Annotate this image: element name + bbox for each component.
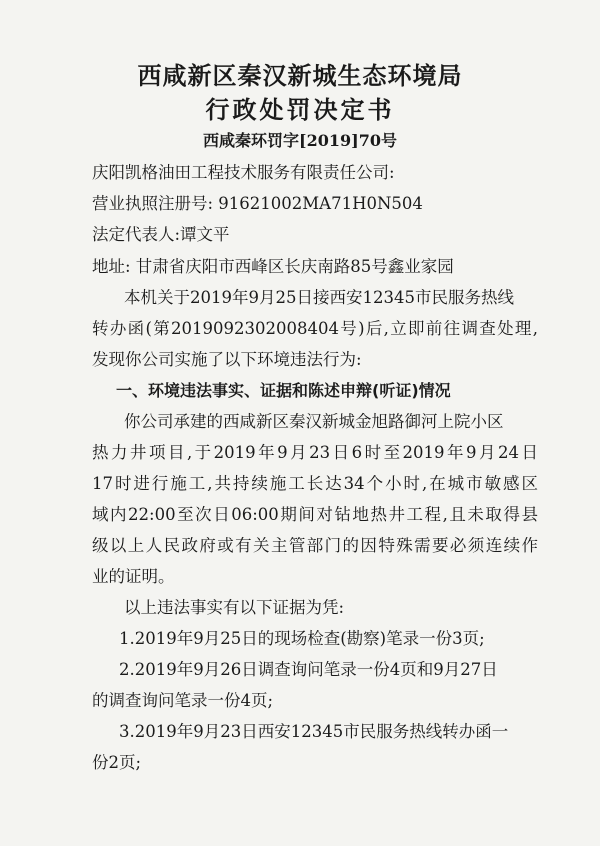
evidence-item-3-cont: 份2页; (92, 753, 142, 772)
party-address: 地址: 甘肃省庆阳市西峰区长庆南路85号鑫业家园 (92, 257, 454, 276)
facts-line-5: 级以上人民政府或有关主管部门的因特殊需要必须连续作 (92, 536, 538, 555)
document-title: 行政处罚决定书 (205, 96, 395, 124)
facts-line-3: 17时进行施工,共持续施工长达34个小时,在城市敏感区 (92, 474, 538, 493)
evidence-item-3: 3.2019年9月23日西安12345市民服务热线转办函一 (119, 722, 509, 741)
intro-line-1: 本机关于2019年9月25日接西安12345市民服务热线 (124, 288, 514, 307)
evidence-intro: 以上违法事实有以下证据为凭: (124, 598, 345, 617)
facts-line-6: 业的证明。 (92, 567, 175, 586)
evidence-item-2-cont: 的调查询问笔录一份4页; (92, 691, 274, 710)
legal-representative: 法定代表人:谭文平 (92, 225, 230, 244)
license-number: 营业执照注册号: 91621002MA71H0N504 (92, 194, 423, 213)
facts-line-1: 你公司承建的西咸新区秦汉新城金旭路御河上院小区 (124, 412, 504, 431)
section-heading: 一、环境违法事实、证据和陈述申辩(听证)情况 (116, 381, 451, 400)
intro-line-2: 转办函(第2019092302008404号)后,立即前往调查处理, (92, 319, 538, 338)
evidence-item-2: 2.2019年9月26日调查询问笔录一份4页和9月27日 (119, 660, 498, 679)
evidence-item-1: 1.2019年9月25日的现场检查(勘察)笔录一份3页; (119, 629, 485, 648)
intro-line-3: 发现你公司实施了以下环境违法行为: (92, 350, 362, 369)
facts-line-4: 域内22:00至次日06:00期间对钻地热井工程,且未取得县 (92, 505, 538, 524)
issuer-title: 西咸新区秦汉新城生态环境局 (137, 62, 463, 90)
facts-line-2: 热力井项目,于2019年9月23日6时至2019年9月24日 (92, 443, 538, 462)
party-name: 庆阳凯格油田工程技术服务有限责任公司: (92, 163, 395, 182)
document-number: 西咸秦环罚字[2019]70号 (203, 131, 397, 150)
